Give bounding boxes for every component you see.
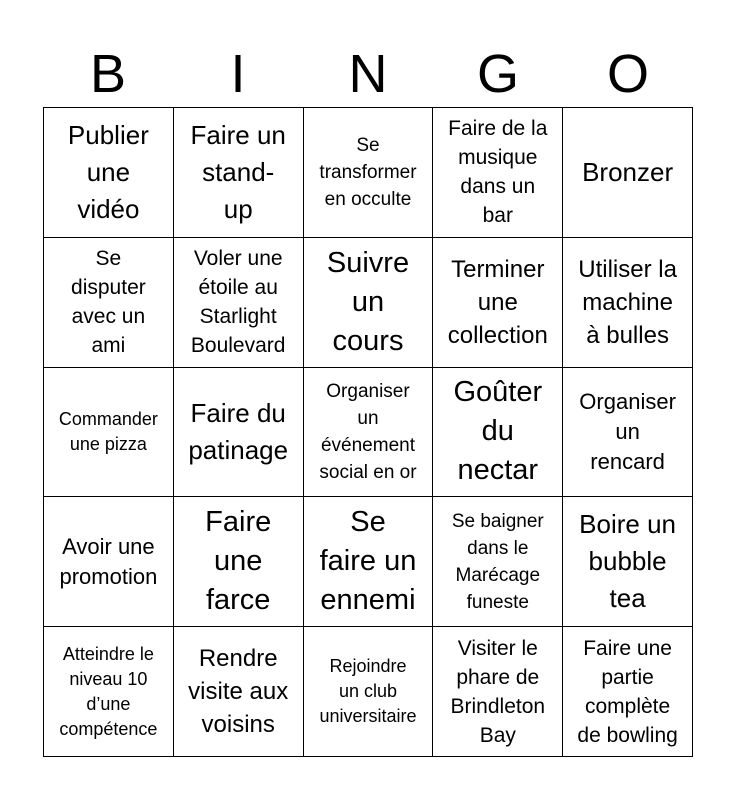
bingo-cell-text: Faire un stand- up: [190, 119, 286, 224]
bingo-cell[interactable]: [174, 368, 304, 498]
bingo-cell[interactable]: [563, 368, 693, 498]
bingo-cell-text: Faire de la musique dans un bar: [448, 117, 548, 228]
bingo-cell-text: Visiter le phare de Brindleton Bay: [450, 636, 546, 747]
bingo-cell[interactable]: [304, 238, 434, 368]
bingo-cell-text: Bronzer: [582, 156, 674, 187]
bingo-header: [43, 40, 693, 108]
bingo-cell[interactable]: [563, 108, 693, 238]
bingo-cell-text: Organiser un rencard: [579, 388, 676, 474]
bingo-cell[interactable]: [563, 497, 693, 627]
bingo-cell[interactable]: [304, 497, 434, 627]
bingo-cell-text: Se transformer en occulte: [319, 134, 417, 210]
bingo-cell-text: Faire du patinage: [188, 397, 289, 465]
bingo-cell-text: Boire un bubble tea: [579, 509, 677, 614]
bingo-cell-text: Faire une farce: [205, 506, 272, 617]
bingo-cell[interactable]: [563, 627, 693, 757]
bingo-cell[interactable]: [433, 108, 563, 238]
bingo-cell[interactable]: [174, 627, 304, 757]
bingo-cell[interactable]: [433, 627, 563, 757]
bingo-cell[interactable]: [174, 238, 304, 368]
bingo-board: [43, 107, 693, 757]
header-letter-o: O: [606, 44, 649, 104]
bingo-cell-text: Goûter du nectar: [453, 376, 543, 487]
bingo-cell-text: Organiser un événement social en or: [319, 380, 417, 483]
bingo-cell-text: Rendre visite aux voisins: [188, 645, 289, 739]
header-letter-i: I: [230, 44, 246, 104]
bingo-cell[interactable]: [433, 368, 563, 498]
header-letter-n: N: [348, 44, 388, 104]
bingo-cell[interactable]: [174, 497, 304, 627]
bingo-cell-text: Terminer une collection: [447, 255, 548, 349]
bingo-cell-text: Publier une vidéo: [67, 119, 149, 224]
bingo-cell[interactable]: [44, 238, 174, 368]
bingo-cell[interactable]: [304, 627, 434, 757]
bingo-cell-text: Rejoindre un club universitaire: [319, 656, 417, 727]
bingo-cell[interactable]: [44, 627, 174, 757]
bingo-cell[interactable]: [304, 368, 434, 498]
bingo-cell[interactable]: [174, 108, 304, 238]
bingo-cell-text: Se baigner dans le Marécage funeste: [451, 510, 544, 613]
bingo-cell-text: Commander une pizza: [58, 408, 158, 454]
bingo-cell[interactable]: [44, 368, 174, 498]
bingo-cell-text: Se disputer avec un ami: [71, 247, 146, 358]
bingo-cell[interactable]: [563, 238, 693, 368]
bingo-cell[interactable]: [433, 497, 563, 627]
bingo-cell[interactable]: [44, 497, 174, 627]
bingo-cell-text: Utiliser la machine à bulles: [578, 255, 677, 349]
header-letter-g: G: [476, 44, 519, 104]
bingo-cell[interactable]: [304, 108, 434, 238]
bingo-cell-text: Se faire un ennemi: [319, 506, 417, 617]
header-letter-b: B: [89, 44, 127, 104]
bingo-cell[interactable]: [433, 238, 563, 368]
bingo-cell-text: Suivre un cours: [326, 246, 410, 357]
bingo-cell-text: Atteindre le niveau 10 d’une compétence: [59, 643, 158, 739]
bingo-cell-text: Avoir une promotion: [59, 533, 158, 589]
bingo-cell-text: Faire une partie complète de bowling: [577, 636, 678, 747]
bingo-cell-text: Voler une étoile au Starlight Boulevard: [190, 247, 286, 358]
bingo-cell[interactable]: [44, 108, 174, 238]
